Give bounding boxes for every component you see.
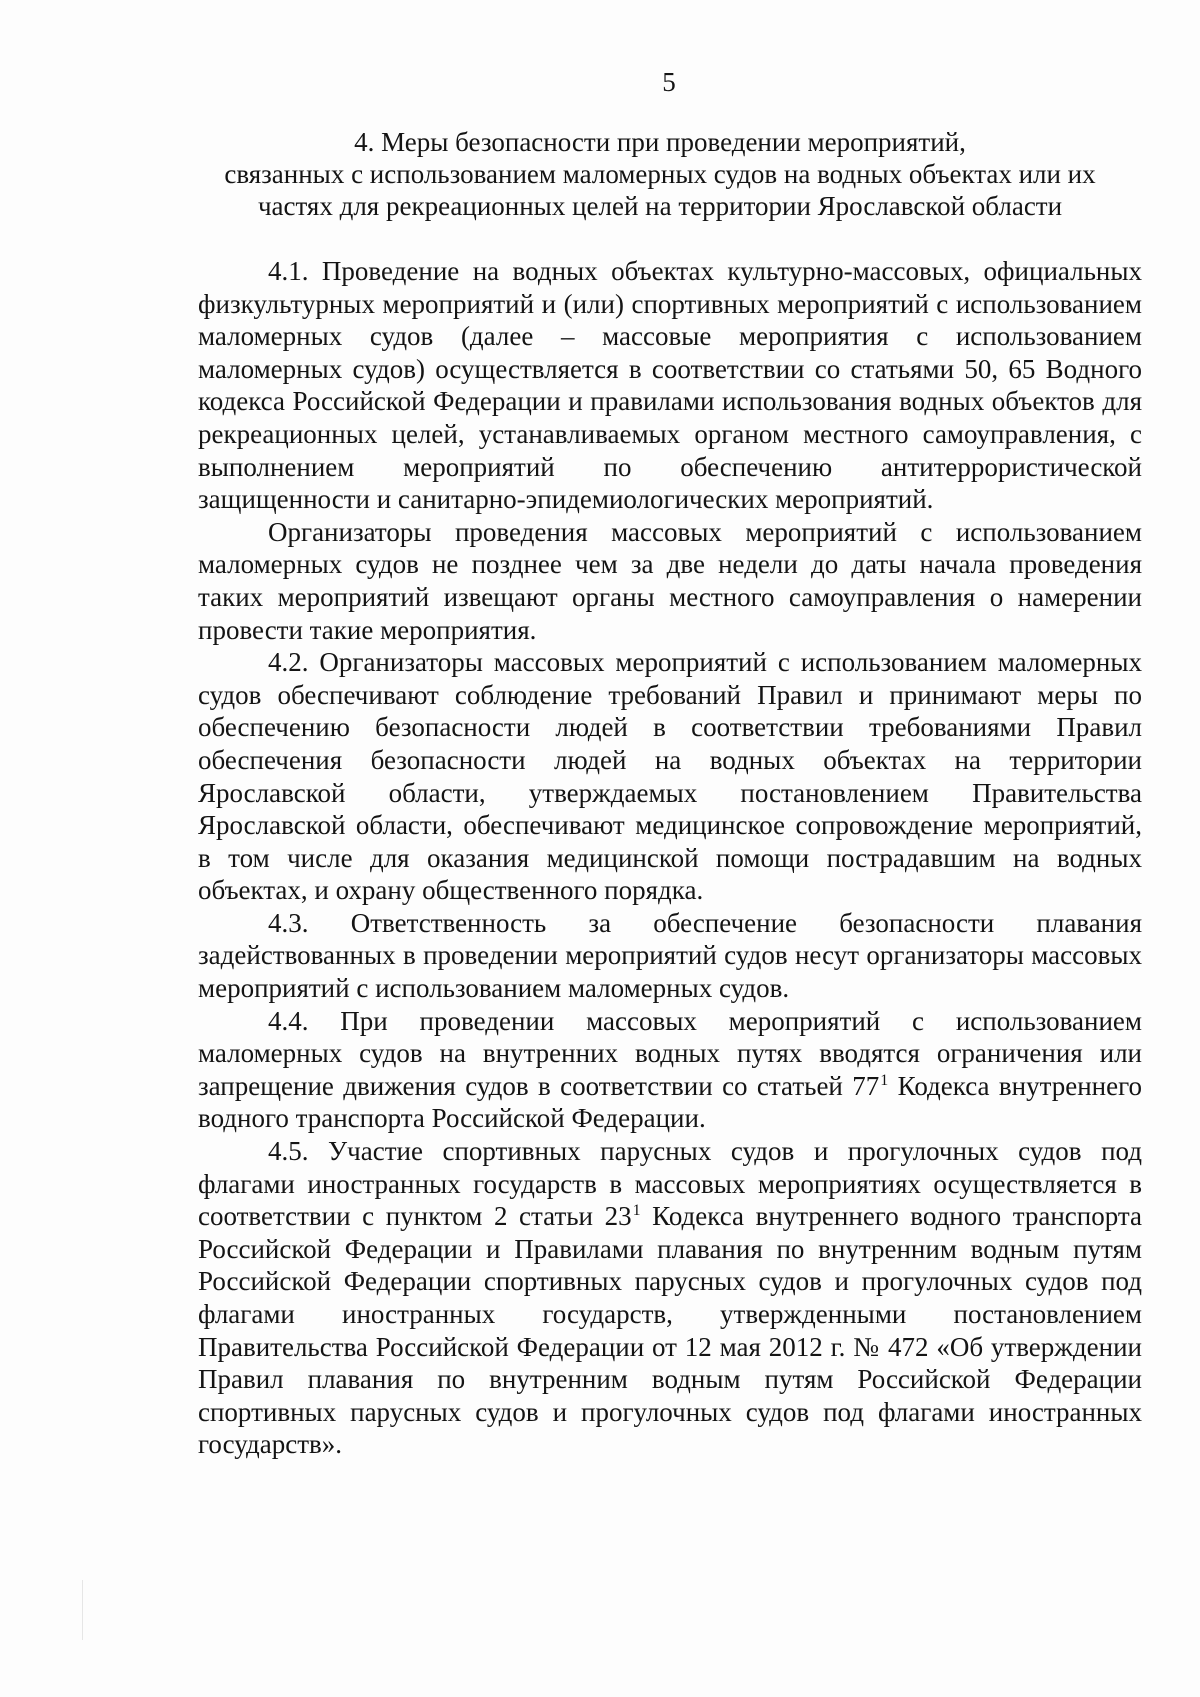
paragraph-4-5-text-b: Кодекса внутреннего водного транспорта Российской Федерации и Правилами плавания по внутренним водным путям Российской Федерации спортивных парусных судов и прогулочных судов под флагами иностранных государств, утвержденными постановлением Правительства Российской Федерации от 12 мая 2012 г. № 472 «Об утверждении Правил плавания по внутренним водным путям Российской Федерации спортивных парусных судов и прогулочных судов под флагами иностранных государств». (198, 1201, 1142, 1460)
section-body (198, 255, 1142, 1461)
paragraph-4-4 (198, 1005, 1142, 1135)
paragraph-4-4-text-b: Кодекса внутреннего водного транспорта Российской Федерации. (198, 1070, 1142, 1134)
scan-artifact (82, 1580, 83, 1640)
paragraph-4-4-text-a: 4.4. При проведении массовых мероприятий с использованием маломерных судов на внутренних водных путях вводятся ограничения или запрещение движения судов в соответствии со статьей 77 (198, 1005, 1142, 1101)
heading-line-3: частях для рекреационных целей на территории Ярославской области (257, 191, 1063, 221)
heading-line-2: связанных с использованием маломерных судов на водных объектах или их (224, 159, 1096, 189)
paragraph-4-4-superscript: 1 (880, 1071, 889, 1089)
paragraph-4-1: 4.1. Проведение на водных объектах культурно-массовых, официальных физкультурных мероприятий и (или) спортивных мероприятий с использованием маломерных судов (далее – массовые мероприятия с использованием маломерных судов) осуществляется в соответствии со статьями 50, 65 Водного кодекса Российской Федерации и правилами использования водных объектов для рекреационных целей, устанавливаемых органом местного самоуправления, с выполнением мероприятий по обеспечению антитеррористической защищенности и санитарно-эпидемиологических мероприятий. (198, 256, 1142, 515)
section-heading (180, 126, 1140, 222)
paragraph-4-5 (198, 1135, 1142, 1461)
page-number: 5 (662, 67, 676, 97)
paragraph-4-3: 4.3. Ответственность за обеспечение безопасности плавания задействованных в проведении мероприятий судов несут организаторы массовых мероприятий с использованием маломерных судов. (198, 907, 1142, 1004)
paragraph-4-2: 4.2. Организаторы массовых мероприятий с использованием маломерных судов обеспечивают соблюдение требований Правил и принимают меры по обеспечению безопасности людей в соответствии требованиями Правил обеспечения безопасности людей на водных объектах на территории Ярославской области, утверждаемых постановлением Правительства Ярославской области, обеспечивают медицинское сопровождение мероприятий, в том числе для оказания медицинской помощи пострадавшим на водных объектах, и охрану общественного порядка. (198, 647, 1142, 906)
paragraph-4-5-superscript: 1 (632, 1202, 641, 1220)
paragraph-4-5-text-a: 4.5. Участие спортивных парусных судов и прогулочных судов под флагами иностранных государств в массовых мероприятиях осуществляется в соответствии с пунктом 2 статьи 23 (198, 1136, 1142, 1232)
paragraph-4-1-organizers: Организаторы проведения массовых мероприятий с использованием маломерных судов не позднее чем за две недели до даты начала проведения таких мероприятий извещают органы местного самоуправления о намерении провести такие мероприятия. (198, 516, 1142, 645)
heading-line-1: 4. Меры безопасности при проведении мероприятий, (354, 127, 966, 157)
